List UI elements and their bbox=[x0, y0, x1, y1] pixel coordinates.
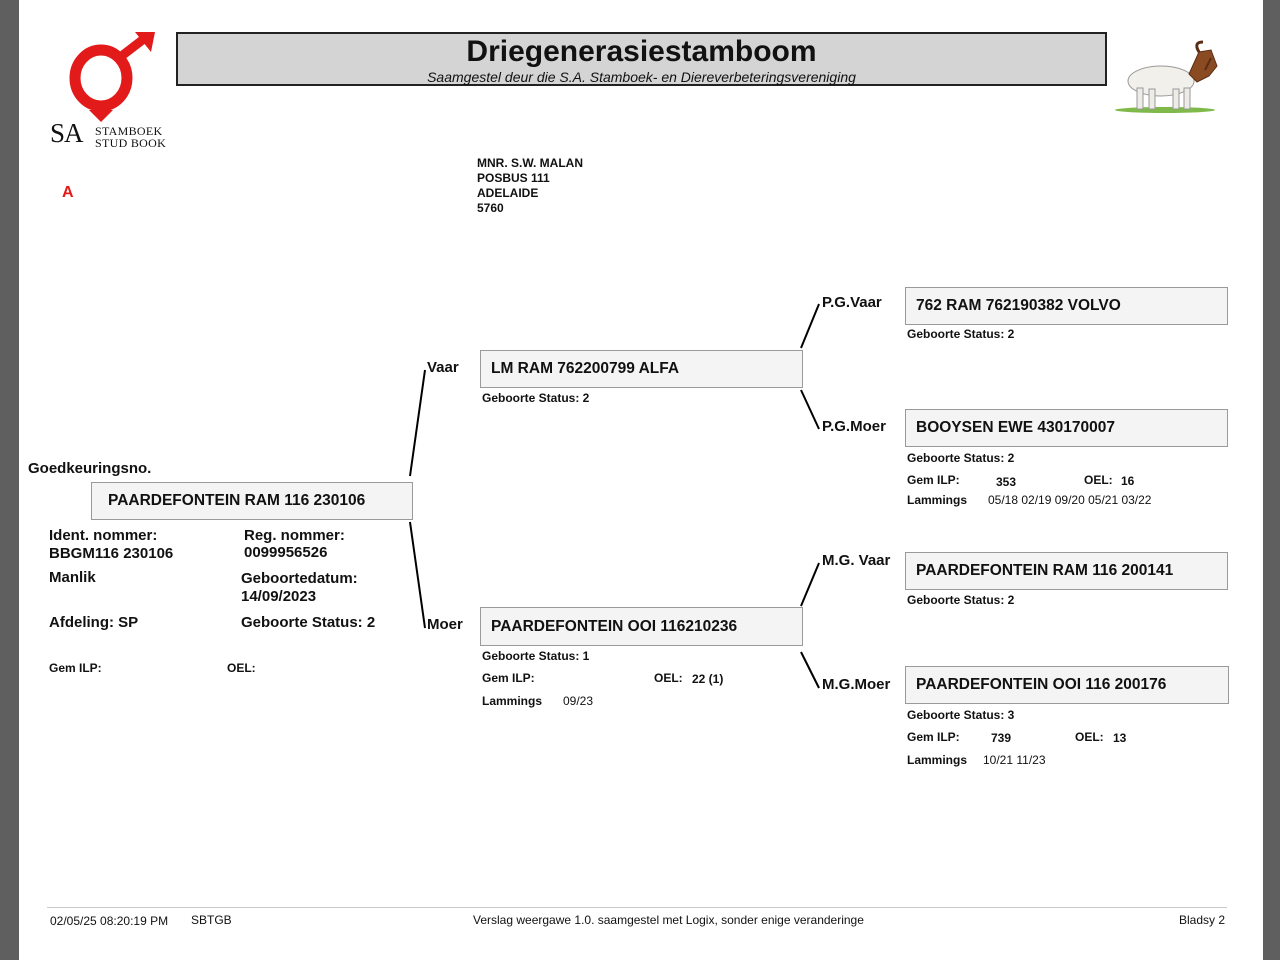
footer-divider bbox=[47, 907, 1227, 908]
footer-page-number: Bladsy 2 bbox=[1179, 913, 1226, 927]
owner-address-line1: POSBUS 111 bbox=[477, 171, 550, 185]
pg-dam-ilp-value: 353 bbox=[996, 475, 1017, 489]
connector-sire-pgsire bbox=[801, 304, 819, 348]
pg-dam-name-box: BOOYSEN EWE 430170007 bbox=[905, 409, 1228, 447]
logo-stamboek-text: STAMBOEK bbox=[95, 124, 163, 138]
pg-dam-oel-value: 16 bbox=[1121, 474, 1135, 488]
mg-dam-lambings-label: Lammings bbox=[907, 753, 968, 767]
subject-name-box: PAARDEFONTEIN RAM 116 230106 bbox=[91, 482, 413, 520]
owner-address-line2: ADELAIDE bbox=[477, 186, 539, 200]
connector-sire-pgdam bbox=[801, 390, 819, 429]
footer-report-code: SBTGB bbox=[191, 913, 232, 927]
dam-relation-label: Moer bbox=[427, 616, 463, 633]
mg-dam-relation-label: M.G.Moer bbox=[822, 676, 891, 693]
subject-oel-label: OEL: bbox=[227, 661, 256, 675]
pg-dam-lambings-value: 05/18 02/19 09/20 05/21 03/22 bbox=[988, 493, 1152, 507]
grade-badge: A bbox=[62, 184, 74, 201]
pg-dam-lambings-label: Lammings bbox=[907, 493, 968, 507]
pg-sire-birth-status: Geboorte Status: 2 bbox=[907, 327, 1015, 341]
mg-dam-ilp-value: 739 bbox=[991, 731, 1012, 745]
footer-version-note: Verslag weergawe 1.0. saamgestel met Logix, sonder enige veranderinge bbox=[473, 913, 864, 927]
mg-dam-oel-label: OEL: bbox=[1075, 730, 1104, 744]
dam-name-box: PAARDEFONTEIN OOI 116210236 bbox=[480, 607, 803, 646]
dam-birth-status: Geboorte Status: 1 bbox=[482, 649, 590, 663]
pg-dam-oel-label: OEL: bbox=[1084, 473, 1113, 487]
connector-subject-sire bbox=[410, 370, 425, 476]
dam-oel-value: 22 (1) bbox=[692, 672, 724, 686]
ident-label: Ident. nommer: bbox=[49, 527, 158, 544]
dob-label: Geboortedatum: bbox=[241, 570, 358, 587]
dam-ilp-label: Gem ILP: bbox=[482, 671, 535, 685]
sire-relation-label: Vaar bbox=[427, 359, 459, 376]
sex-value: Manlik bbox=[49, 569, 96, 586]
mg-dam-name-box: PAARDEFONTEIN OOI 116 200176 bbox=[905, 666, 1229, 704]
mg-dam-lambings-value: 10/21 11/23 bbox=[983, 753, 1046, 767]
dam-lambings-value: 09/23 bbox=[563, 694, 594, 708]
page-title: Driegenerasiestamboom bbox=[466, 35, 817, 68]
footer-timestamp: 02/05/25 08:20:19 PM bbox=[50, 914, 169, 928]
pg-sire-name-box: 762 RAM 762190382 VOLVO bbox=[905, 287, 1228, 325]
connector-dam-mgsire bbox=[801, 563, 819, 606]
logo-sa-text: SA bbox=[50, 118, 83, 148]
pg-dam-birth-status: Geboorte Status: 2 bbox=[907, 451, 1015, 465]
mg-sire-relation-label: M.G. Vaar bbox=[822, 552, 891, 569]
reg-label: Reg. nommer: bbox=[244, 527, 345, 544]
mg-sire-name-box: PAARDEFONTEIN RAM 116 200141 bbox=[905, 552, 1228, 590]
connector-dam-mgdam bbox=[801, 652, 819, 688]
dam-lambings-label: Lammings bbox=[482, 694, 543, 708]
pg-dam-ilp-label: Gem ILP: bbox=[907, 473, 960, 487]
dam-oel-label: OEL: bbox=[654, 671, 683, 685]
pg-dam-relation-label: P.G.Moer bbox=[822, 418, 886, 435]
logo-stud-book-text: STUD BOOK bbox=[95, 136, 167, 150]
owner-postal-code: 5760 bbox=[477, 201, 504, 215]
section-value: Afdeling: SP bbox=[49, 614, 139, 631]
mg-sire-birth-status: Geboorte Status: 2 bbox=[907, 593, 1015, 607]
sire-name-box: LM RAM 762200799 ALFA bbox=[480, 350, 803, 388]
dob-value: 14/09/2023 bbox=[241, 588, 317, 605]
mg-dam-ilp-label: Gem ILP: bbox=[907, 730, 960, 744]
ident-value: BBGM116 230106 bbox=[49, 545, 174, 562]
pg-sire-relation-label: P.G.Vaar bbox=[822, 294, 882, 311]
reg-value: 0099956526 bbox=[244, 544, 328, 561]
mg-dam-birth-status: Geboorte Status: 3 bbox=[907, 708, 1015, 722]
approval-number-label: Goedkeuringsno. bbox=[28, 460, 152, 477]
connector-subject-dam bbox=[410, 522, 425, 628]
subject-birth-status: Geboorte Status: 2 bbox=[241, 614, 376, 631]
subject-ilp-label: Gem ILP: bbox=[49, 661, 102, 675]
page-subtitle: Saamgestel deur die S.A. Stamboek- en Diereverbeteringsvereniging bbox=[427, 69, 856, 85]
sire-birth-status: Geboorte Status: 2 bbox=[482, 391, 590, 405]
owner-name: MNR. S.W. MALAN bbox=[477, 156, 583, 170]
mg-dam-oel-value: 13 bbox=[1113, 731, 1127, 745]
pedigree-page bbox=[19, 0, 1263, 960]
pedigree-connector-lines bbox=[19, 0, 1263, 960]
